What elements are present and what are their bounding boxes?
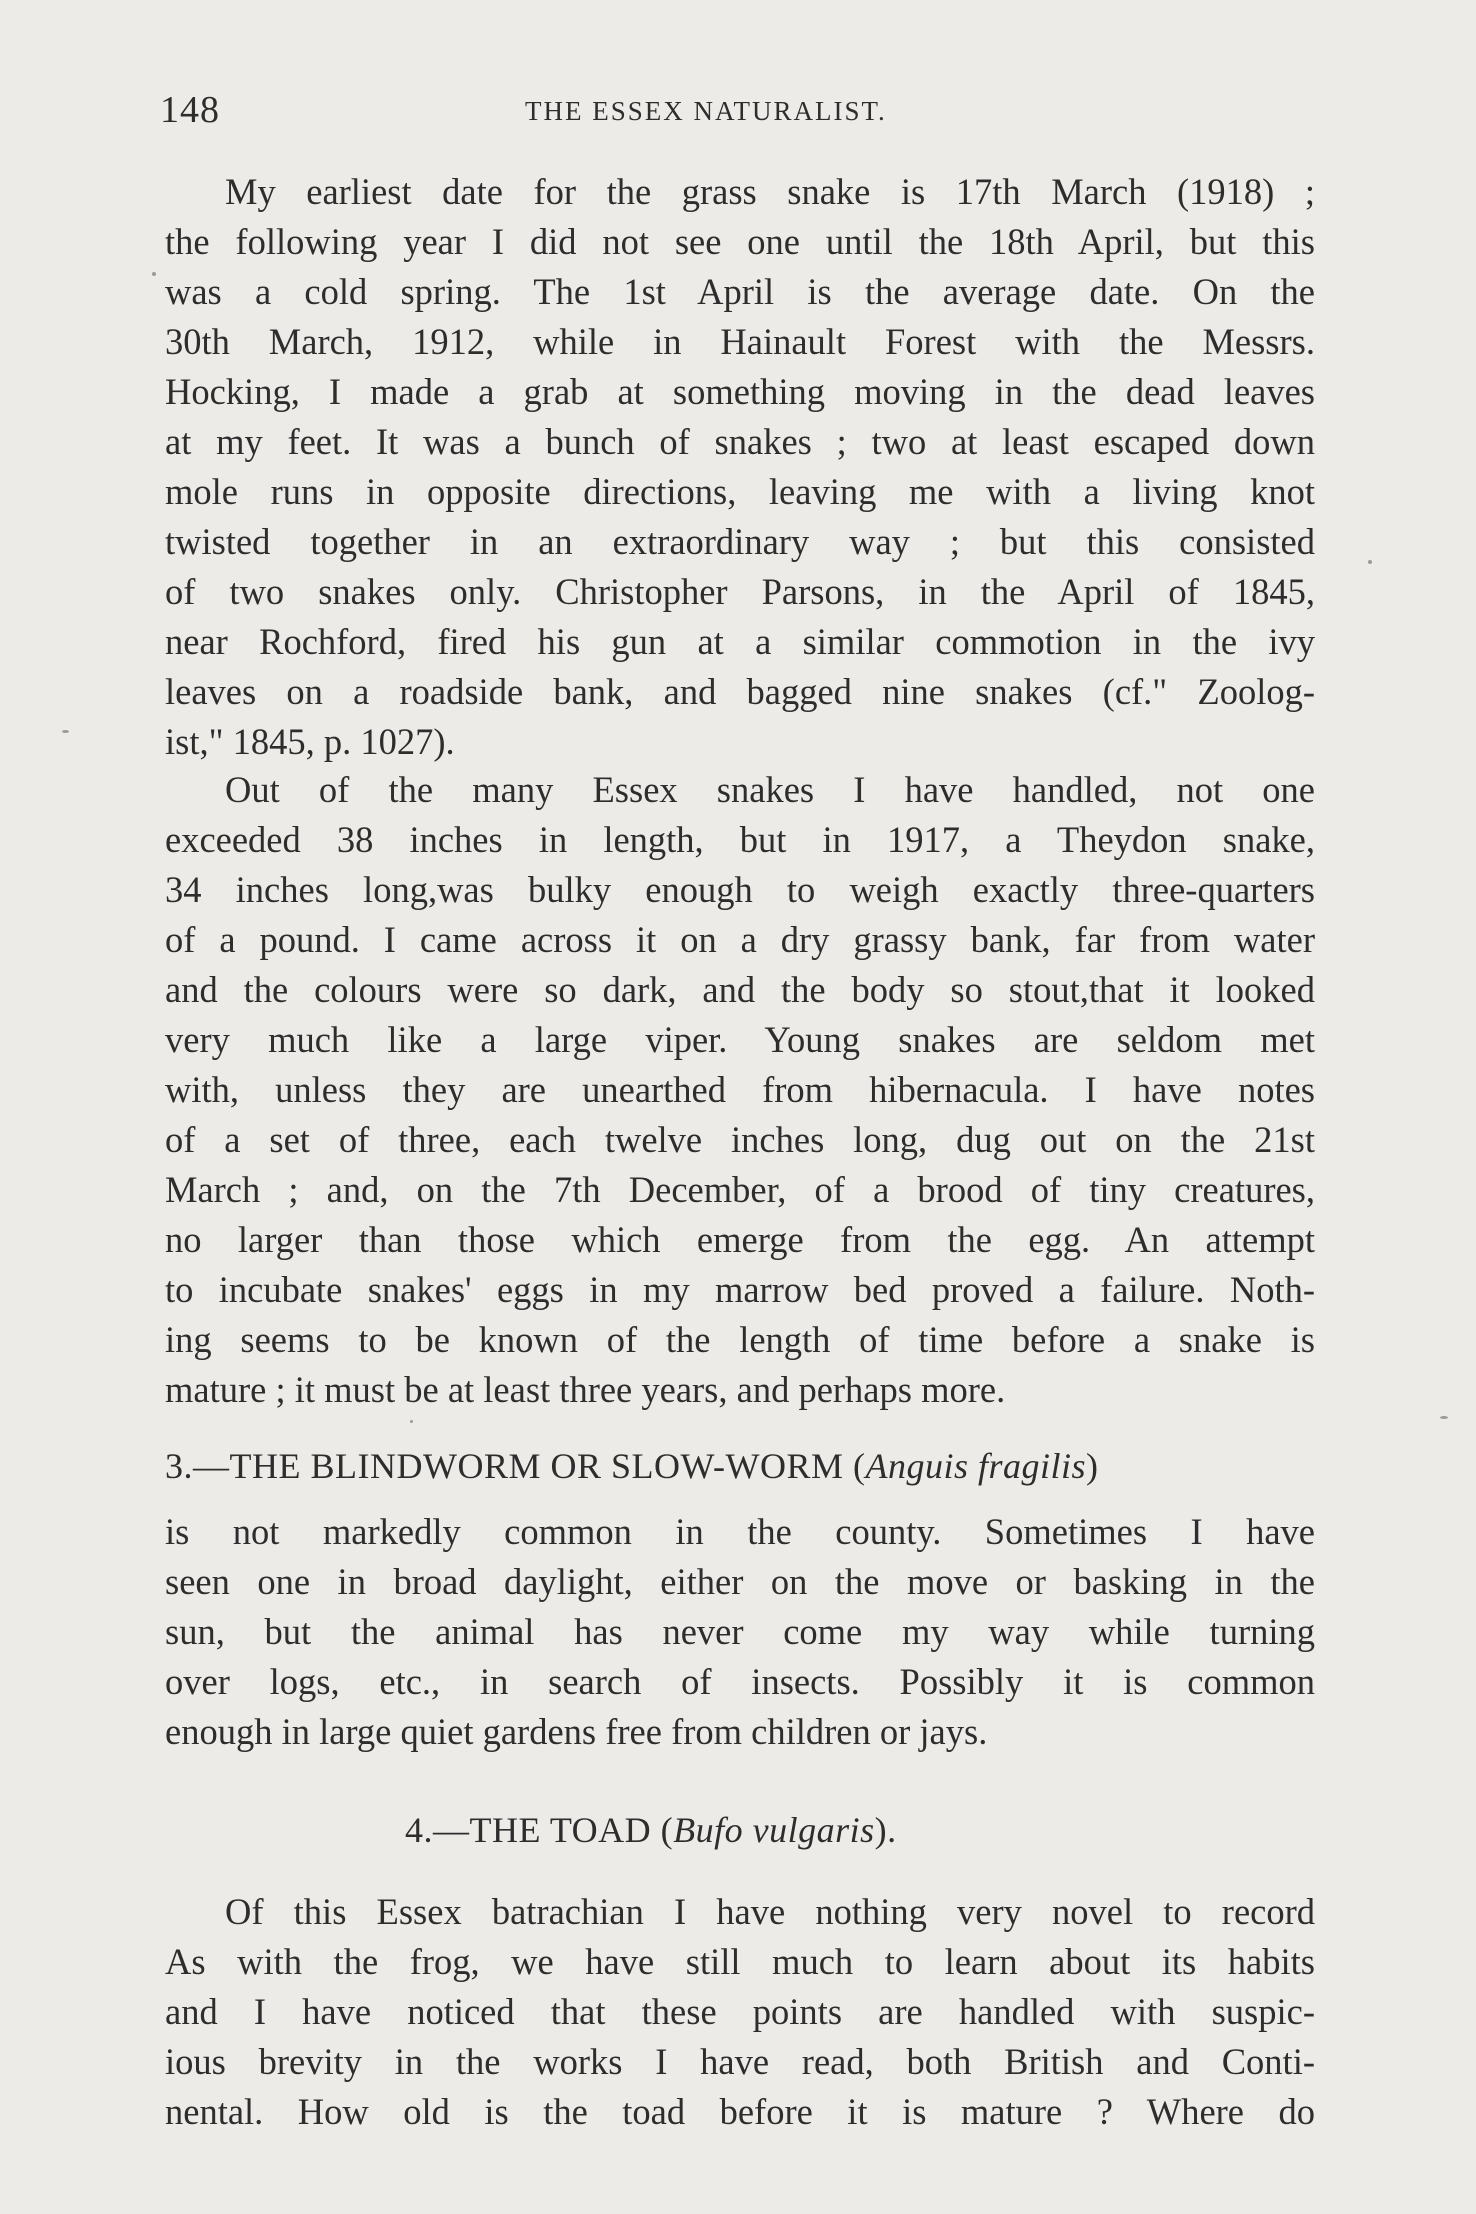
text-line: nental. How old is the toad before it is mature ? Where do: [165, 2091, 1315, 2132]
section-heading-blindworm: [165, 1448, 1098, 1484]
text-line: exceeded 38 inches in length, but in 1917, a Theydon snake,: [165, 819, 1315, 860]
heading-close: ).: [874, 1810, 897, 1850]
text-line: leaves on a roadside bank, and bagged nine snakes (cf." Zoolog-: [165, 671, 1315, 712]
text-line: 30th March, 1912, while in Hainault Forest with the Messrs.: [165, 321, 1315, 362]
page-number: 148: [160, 89, 220, 131]
text-line: Of this Essex batrachian I have nothing very novel to record: [225, 1891, 1315, 1932]
text-line: was a cold spring. The 1st April is the average date. On the: [165, 271, 1315, 312]
text-line: very much like a large viper. Young snakes are seldom met: [165, 1019, 1315, 1060]
text-line: near Rochford, fired his gun at a similar commotion in the ivy: [165, 621, 1315, 662]
text-line: and I have noticed that these points are handled with suspic-: [165, 1991, 1315, 2032]
text-line: ist," 1845, p. 1027).: [165, 721, 455, 762]
heading-latin-name: Anguis fragilis: [865, 1446, 1086, 1486]
text-line: over logs, etc., in search of insects. Possibly it is common: [165, 1661, 1315, 1702]
text-line: March ; and, on the 7th December, of a brood of tiny creatures,: [165, 1169, 1315, 1210]
heading-text: 3.—THE BLINDWORM OR SLOW-WORM (: [165, 1446, 866, 1486]
text-line: to incubate snakes' eggs in my marrow bed proved a failure. Noth-: [165, 1269, 1315, 1310]
text-line: My earliest date for the grass snake is 17th March (1918) ;: [225, 171, 1315, 212]
text-line: is not markedly common in the county. Sometimes I have: [165, 1511, 1315, 1552]
scan-speck: [1368, 560, 1372, 564]
text-line: no larger than those which emerge from the egg. An attempt: [165, 1219, 1315, 1260]
text-line: of a pound. I came across it on a dry grassy bank, far from water: [165, 919, 1315, 960]
text-line: As with the frog, we have still much to learn about its habits: [165, 1941, 1315, 1982]
text-line: and the colours were so dark, and the body so stout,that it looked: [165, 969, 1315, 1010]
text-line: enough in large quiet gardens free from children or jays.: [165, 1711, 988, 1752]
text-line: at my feet. It was a bunch of snakes ; two at least escaped down: [165, 421, 1315, 462]
text-line: twisted together in an extraordinary way ; but this consisted: [165, 521, 1315, 562]
text-line: sun, but the animal has never come my way while turning: [165, 1611, 1315, 1652]
scan-speck: [1440, 1416, 1448, 1419]
text-line: of a set of three, each twelve inches long, dug out on the 21st: [165, 1119, 1315, 1160]
text-line: 34 inches long,was bulky enough to weigh exactly three-quarters: [165, 869, 1315, 910]
text-line: mature ; it must be at least three years, and perhaps more.: [165, 1369, 1006, 1410]
text-line: ious brevity in the works I have read, both British and Conti-: [165, 2041, 1315, 2082]
scan-speck: [152, 272, 156, 276]
text-line: mole runs in opposite directions, leaving me with a living knot: [165, 471, 1315, 512]
heading-latin-name: Bufo vulgaris: [673, 1810, 875, 1850]
running-title: THE ESSEX NATURALIST.: [525, 96, 887, 126]
text-line: with, unless they are unearthed from hibernacula. I have notes: [165, 1069, 1315, 1110]
heading-close: ): [1085, 1446, 1099, 1486]
section-heading-toad: [405, 1812, 897, 1848]
text-line: Hocking, I made a grab at something moving in the dead leaves: [165, 371, 1315, 412]
page-header: [160, 88, 1330, 138]
scan-speck: [62, 730, 69, 733]
text-line: Out of the many Essex snakes I have handled, not one: [225, 769, 1315, 810]
text-line: the following year I did not see one until the 18th April, but this: [165, 221, 1315, 262]
scan-speck: [410, 1420, 413, 1423]
text-line: of two snakes only. Christopher Parsons, in the April of 1845,: [165, 571, 1315, 612]
text-line: seen one in broad daylight, either on the move or basking in the: [165, 1561, 1315, 1602]
heading-text: 4.—THE TOAD (: [405, 1810, 674, 1850]
text-line: ing seems to be known of the length of time before a snake is: [165, 1319, 1315, 1360]
